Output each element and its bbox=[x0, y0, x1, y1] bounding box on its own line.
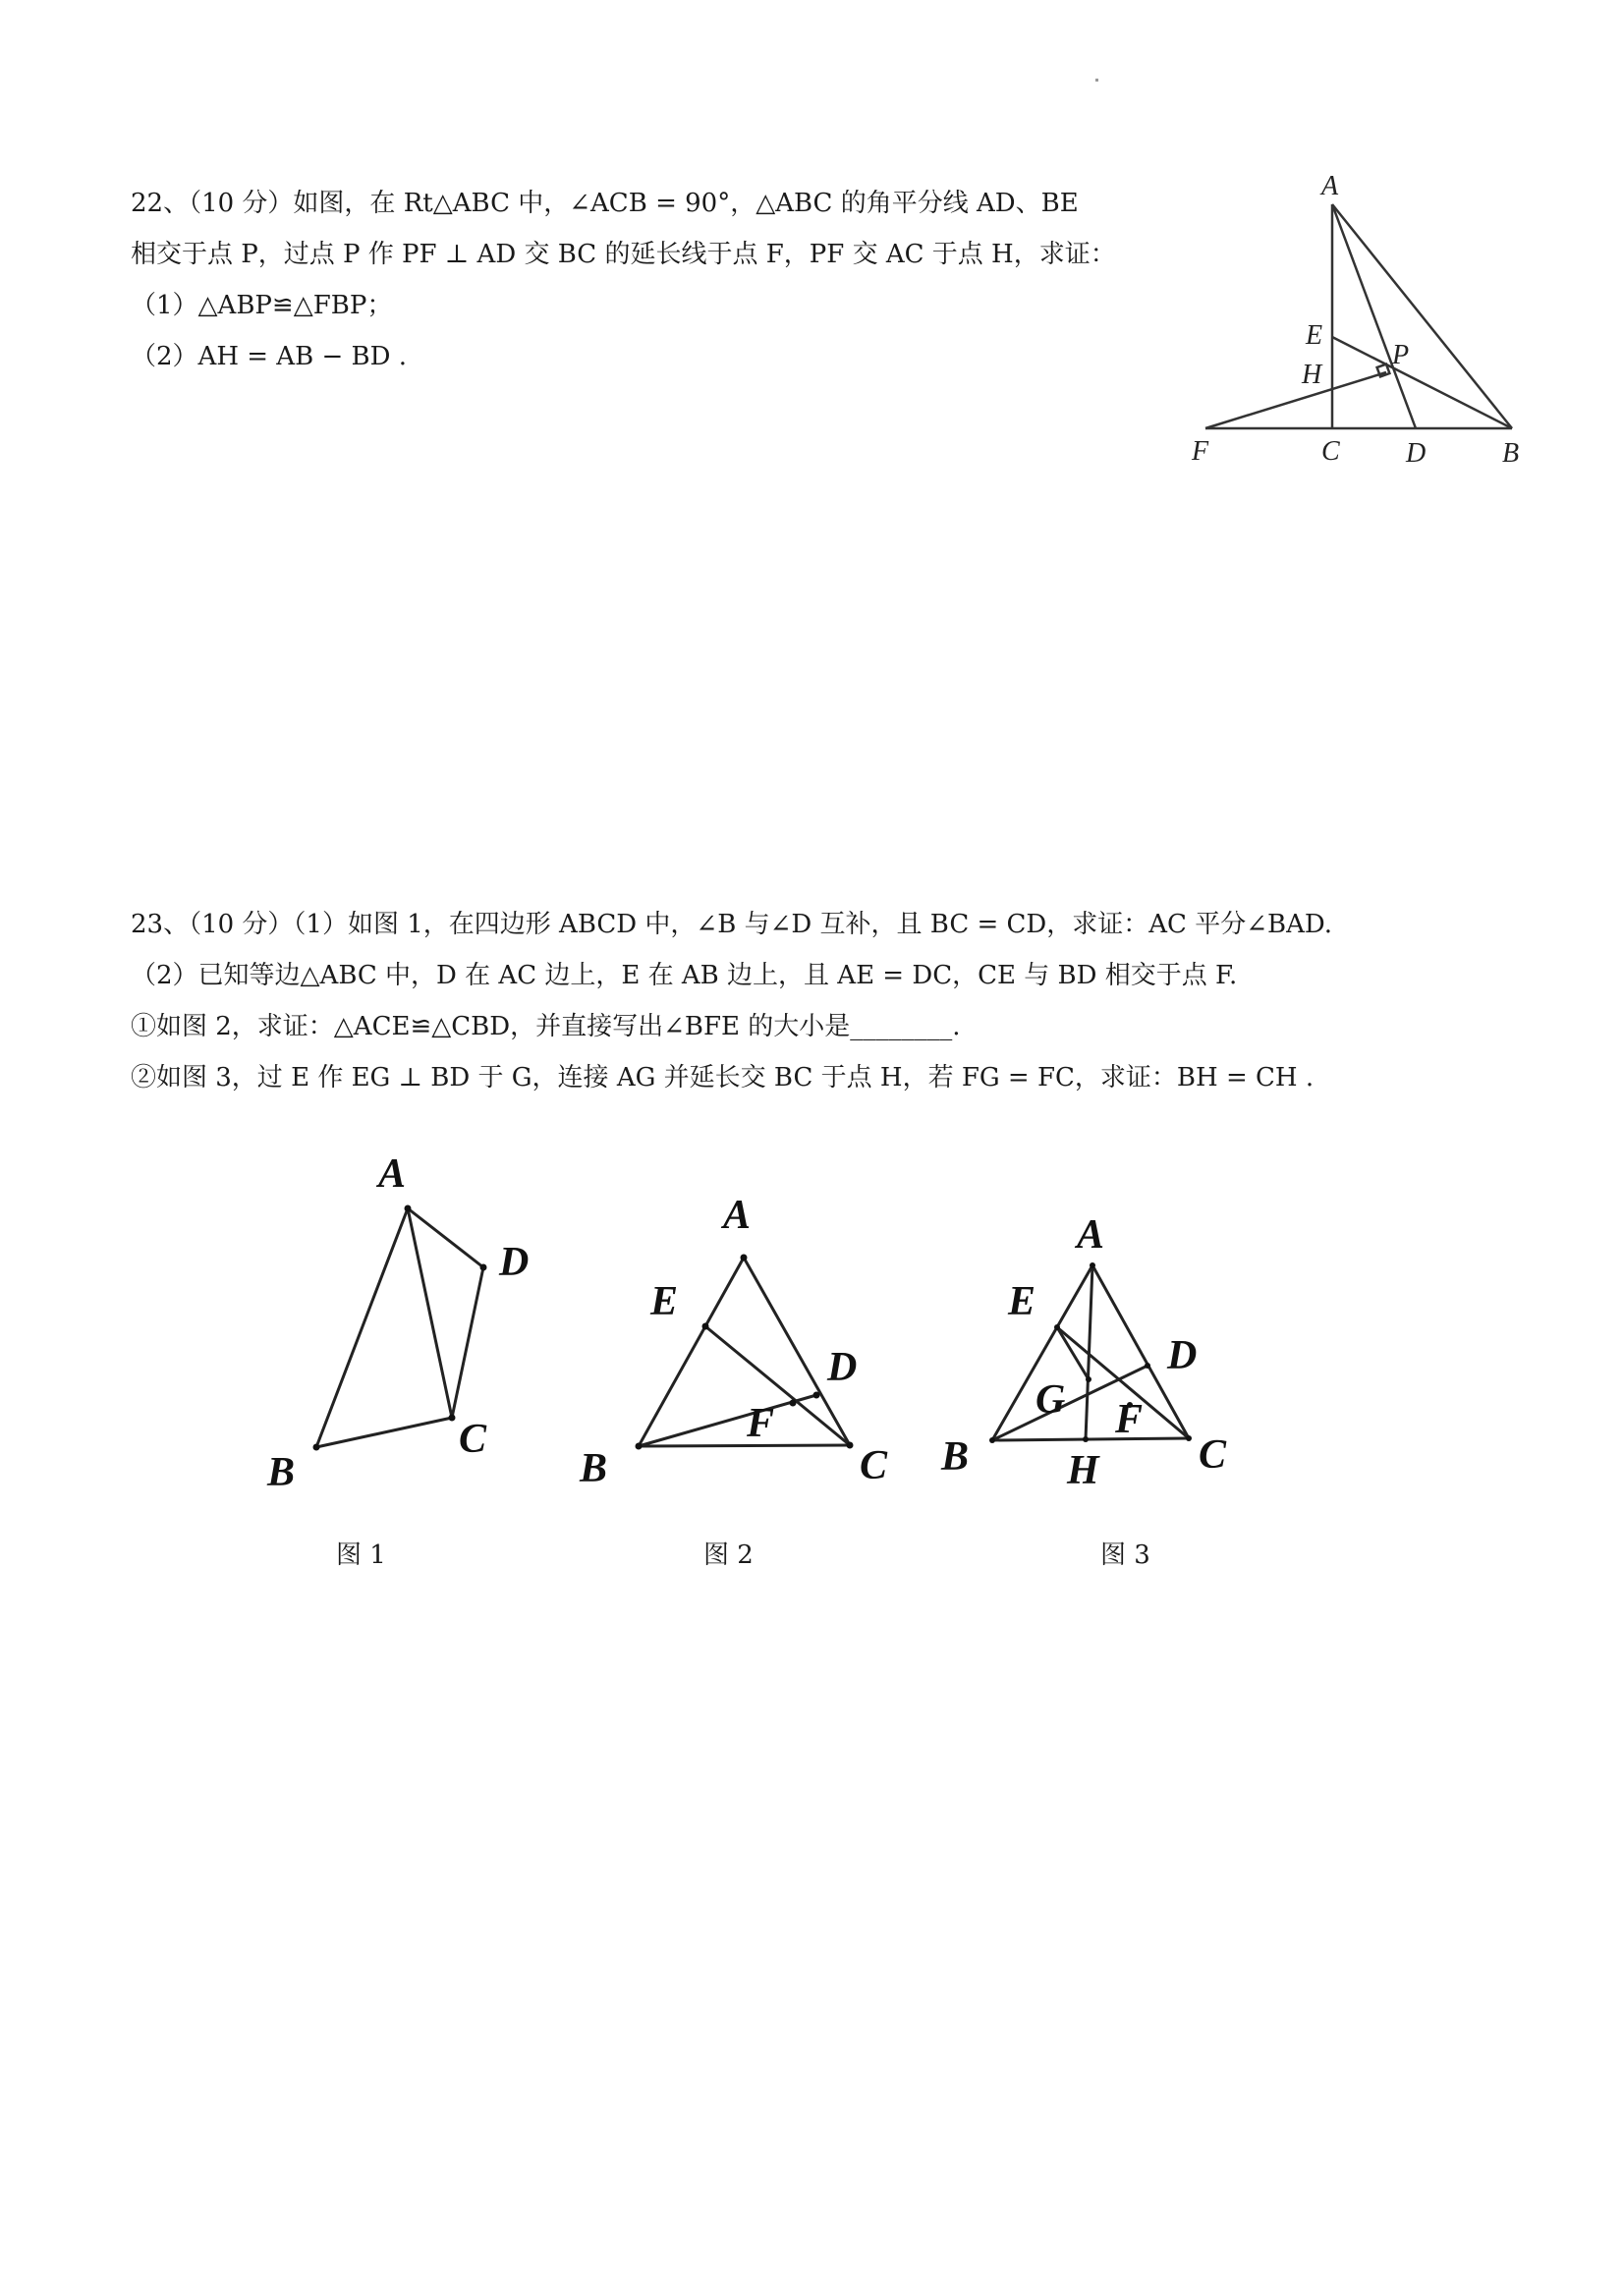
q22-line-3: （1）△ABP≌△FBP； bbox=[131, 291, 393, 320]
q23-line-4: ②如图 3，过 E 作 EG ⊥ BD 于 G，连接 AG 并延长交 BC 于点 H，若 FG = FC，求证：BH = CH . bbox=[131, 1063, 1315, 1092]
point-B bbox=[313, 1444, 320, 1451]
q22-line-4: （2）AH = AB − BD . bbox=[131, 342, 407, 371]
segment-AC bbox=[408, 1208, 452, 1418]
point-D bbox=[813, 1392, 820, 1399]
figure-3-caption: 图 3 bbox=[1100, 1540, 1150, 1570]
fig2-label-C: C bbox=[860, 1443, 888, 1488]
segment-BE bbox=[1332, 337, 1512, 428]
figure-2-caption: 图 2 bbox=[703, 1540, 754, 1570]
q22-label-E: E bbox=[1306, 320, 1323, 351]
figure-1-caption: 图 1 bbox=[336, 1540, 386, 1570]
q22-label-H: H bbox=[1302, 360, 1322, 390]
fig3-label-F: F bbox=[1115, 1397, 1144, 1442]
fig3-label-A: A bbox=[1077, 1212, 1105, 1258]
segment-AB bbox=[1332, 204, 1512, 428]
point-E bbox=[1054, 1324, 1060, 1330]
fig1-label-D: D bbox=[499, 1240, 530, 1285]
segment-EG bbox=[1057, 1327, 1089, 1379]
fig2-label-E: E bbox=[650, 1279, 679, 1324]
right-angle-mark bbox=[1377, 364, 1390, 377]
q23-line-1: 23、（10 分）（1）如图 1，在四边形 ABCD 中，∠B 与∠D 互补，且 BC = CD，求证：AC 平分∠BAD. bbox=[131, 910, 1333, 939]
fig3-label-B: B bbox=[941, 1434, 970, 1480]
fig1-label-B: B bbox=[267, 1450, 296, 1495]
fig2-label-B: B bbox=[580, 1446, 608, 1491]
segment-DC bbox=[452, 1267, 483, 1418]
point-G bbox=[1086, 1376, 1091, 1382]
q23-figure-1-svg bbox=[255, 1140, 550, 1503]
segment-BC bbox=[639, 1445, 850, 1446]
q23-figure-2-svg bbox=[570, 1179, 904, 1503]
point-E bbox=[702, 1323, 709, 1330]
q22-label-B: B bbox=[1502, 438, 1520, 469]
segment-BC bbox=[992, 1438, 1189, 1440]
q22-line-1: 22、（10 分）如图，在 Rt△ABC 中，∠ACB = 90°，△ABC 的角平分线 AD、BE bbox=[131, 189, 1079, 218]
point-C bbox=[847, 1442, 854, 1449]
point-A bbox=[405, 1205, 412, 1212]
q23-line-2: （2）已知等边△ABC 中，D 在 AC 边上，E 在 AB 边上，且 AE = DC，CE 与 BD 相交于点 F. bbox=[131, 961, 1238, 990]
point-B bbox=[989, 1437, 995, 1443]
q22-label-D: D bbox=[1406, 438, 1427, 469]
fig3-label-C: C bbox=[1199, 1432, 1227, 1478]
point-A bbox=[1090, 1262, 1095, 1268]
segment-AB bbox=[316, 1208, 408, 1447]
fig3-label-E: E bbox=[1008, 1279, 1036, 1324]
segment-FP bbox=[1205, 372, 1386, 428]
q23-figure-2 bbox=[570, 1179, 904, 1507]
segment-CB bbox=[316, 1418, 452, 1447]
fig3-label-H: H bbox=[1067, 1448, 1099, 1493]
q22-label-A: A bbox=[1321, 171, 1339, 201]
q23-figure-3-svg bbox=[933, 1199, 1267, 1513]
point-B bbox=[636, 1443, 643, 1450]
q23-figure-3 bbox=[933, 1199, 1267, 1517]
fig3-label-D: D bbox=[1167, 1333, 1198, 1378]
q22-label-F: F bbox=[1192, 436, 1209, 467]
q23-line-3: ①如图 2，求证：△ACE≌△CBD，并直接写出∠BFE 的大小是________. bbox=[131, 1012, 961, 1041]
q22-label-P: P bbox=[1392, 340, 1410, 370]
point-C bbox=[449, 1415, 456, 1422]
q22-figure-svg bbox=[1174, 165, 1547, 470]
segment-AD bbox=[1332, 204, 1416, 428]
q22-label-C: C bbox=[1321, 436, 1340, 467]
q23-figure-1 bbox=[255, 1140, 550, 1507]
fig2-label-A: A bbox=[723, 1193, 752, 1238]
fig2-label-F: F bbox=[747, 1401, 775, 1446]
fig3-label-G: G bbox=[1035, 1377, 1066, 1423]
fig2-label-D: D bbox=[827, 1345, 858, 1390]
q22-line-2: 相交于点 P，过点 P 作 PF ⊥ AD 交 BC 的延长线于点 F，PF 交 AC 于点 H，求证： bbox=[131, 240, 1116, 269]
fig1-label-C: C bbox=[459, 1417, 487, 1462]
point-D bbox=[480, 1264, 487, 1271]
point-C bbox=[1186, 1435, 1192, 1441]
point-F bbox=[790, 1400, 797, 1407]
point-H bbox=[1083, 1436, 1089, 1442]
scan-speck bbox=[1095, 79, 1098, 82]
fig1-label-A: A bbox=[378, 1151, 407, 1197]
point-A bbox=[741, 1255, 748, 1261]
point-D bbox=[1145, 1363, 1150, 1369]
q22-figure bbox=[1174, 165, 1547, 474]
